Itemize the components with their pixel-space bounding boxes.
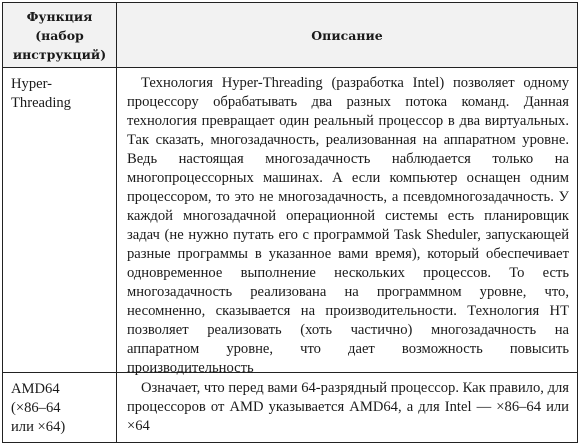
header-description: Описание	[311, 27, 383, 43]
description-cell	[117, 68, 577, 376]
description-amd64: Означает, что перед вами 64-разрядный процессор. Как правило, для процессоров от AMD указывается AMD64, а для Intel — ×86–64 или ×64	[127, 380, 569, 434]
table-row	[3, 373, 577, 442]
header-function: Функция (набор инструкций)	[3, 3, 117, 67]
function-table	[2, 2, 578, 443]
function-name-hyper-threading: Hyper- Threading	[11, 76, 71, 111]
function-name-amd64: AMD64 (×86–64 или ×64)	[11, 381, 66, 435]
function-cell	[3, 373, 117, 442]
table-row	[3, 68, 577, 376]
description-hyper-threading: Технология Hyper-Threading (разработка Intel) позволяет одному процессору обрабатывать два разных потока команд. Данная технология превращает один реальный процессор в два виртуальных. Так сказать, многозадачность, реализованная на аппаратном уровне. Ведь настоящая многозадачность наблюдается только на многопроцессорных машинах. А если компьютер оснащен одним процессором, то это не многозадачность, а псевдомногозадачность. У каждой многозадачной операционной системы есть планировщик задач (не нужно путать его с программой Task Sheduler, запускающей разные программы в указанное вами время), который обеспечивает одновременное выполнение нескольких процессов. То есть многозадачность реализована на программном уровне, что, несомненно, сказывается на производительности. Технология HT позволяет реализовать (хоть частично) многозадачность на аппаратном уровне, что дает возможность повысить производительность	[127, 75, 569, 376]
description-cell	[117, 373, 577, 442]
function-cell	[3, 68, 117, 372]
table-header-row	[3, 3, 577, 68]
